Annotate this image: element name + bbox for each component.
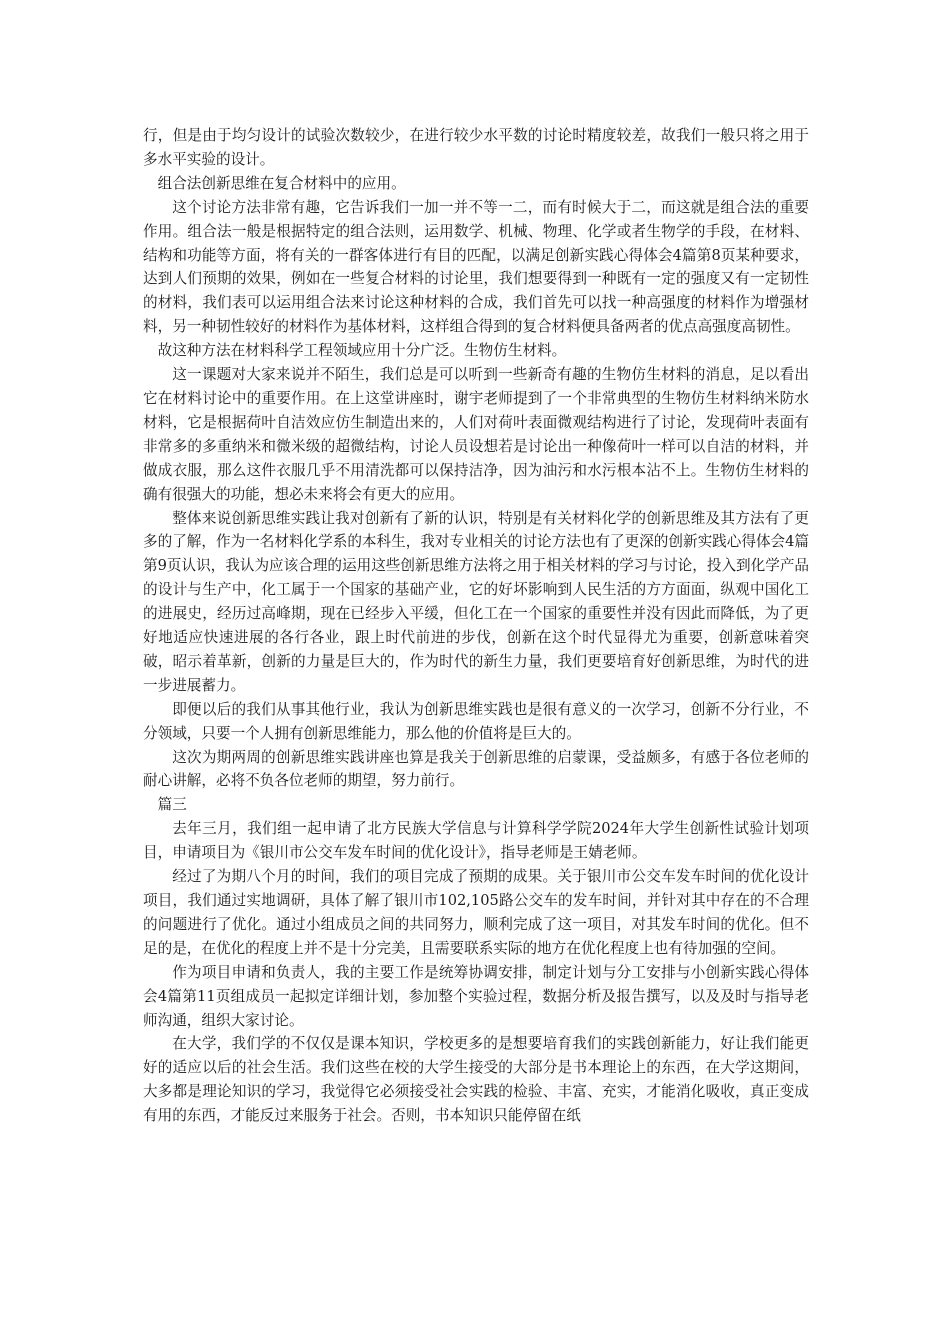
section-heading-bionic-materials: 故这种方法在材料科学工程领域应用十分广泛。生物仿生材料。 bbox=[157, 342, 567, 360]
section-heading-combination-method: 组合法创新思维在复合材料中的应用。 bbox=[157, 174, 406, 192]
paragraph-3: 这个讨论方法非常有趣，它告诉我们一加一并不等一二，而有时候大于二，而这就是组合法的重要作用。组合法一般是根据特定的组合法则，运用数学、机械、物理、化学或者生物学的手段，在材料、结构和功能等方面，将有关的一群客体进行有目的匹配，以满足创新实践心得体会4篇第8页某种要求，达到人们预期的效果，例如在一些复合材料的讨论里，我们想要得到一种既有一定的强度又有一定韧性的材料，我们表可以运用组合法来讨论这种材料的合成，我们首先可以找一种高强度的材料作为增强材料，另一种韧性较好的材料作为基体材料，这样组合得到的复合材料便具备两者的优点高强度高韧性。 bbox=[143, 198, 809, 336]
paragraph-5: 这一课题对大家来说并不陌生，我们总是可以听到一些新奇有趣的生物仿生材料的消息，足以看出它在材料讨论中的重要作用。在上这堂讲座时，谢宇老师提到了一个非常典型的生物仿生材料纳米防水材料，它是根据荷叶自洁效应仿生制造出来的，人们对荷叶表面微观结构进行了讨论，发现荷叶表面有非常多的多重纳米和微米级的超微结构，讨论人员设想若是讨论出一种像荷叶一样可以自洁的材料，并做成衣服，那么这件衣服几乎不用清洗都可以保持洁净，因为油污和水污根本沾不上。生物仿生材料的确有很强大的功能，想必未来将会有更大的应用。 bbox=[143, 366, 809, 503]
paragraph-1: 行，但是由于均匀设计的试验次数较少，在进行较少水平数的讨论时精度较差，故我们一般只将之用于多水平实验的设计。 bbox=[143, 127, 809, 168]
paragraph-13: 在大学，我们学的不仅仅是课本知识，学校更多的是想要培育我们的实践创新能力，好让我们能更好的适应以后的社会生活。我们这些在校的大学生接受的大部分是书本理论上的东西，在大学这期间，大多都是理论知识的学习，我觉得它必须接受社会实践的检验、丰富、充实，才能消化吸收，真正变成有用的东西，才能反过来服务于社会。否则，书本知识只能停留在纸 bbox=[143, 1035, 809, 1125]
paragraph-7: 即便以后的我们从事其他行业，我认为创新思维实践也是很有意义的一次学习，创新不分行业，不分领域，只要一个人拥有创新思维能力，那么他的价值将是巨大的。 bbox=[143, 700, 809, 742]
paragraph-6: 整体来说创新思维实践让我对创新有了新的认识，特别是有关材料化学的创新思维及其方法有了更多的了解，作为一名材料化学系的本科生，我对专业相关的讨论方法也有了更深的创新实践心得体会4篇第9页认识，我认为应该合理的运用这些创新思维方法将之用于相关材料的学习与讨论，投入到化学产品的设计与生产中，化工属于一个国家的基础产业，它的好坏影响到人民生活的方方面面，纵观中国化工的进展史，经历过高峰期，现在已经步入平缓，但化工在一个国家的重要性并没有因此而降低，为了更好地适应快速进展的各行各业，跟上时代前进的步伐，创新在这个时代显得尤为重要，创新意味着突破，昭示着革新，创新的力量是巨大的，作为时代的新生力量，我们更要培育好创新思维，为时代的进一步进展蓄力。 bbox=[143, 509, 810, 694]
paragraph-11: 经过了为期八个月的时间，我们的项目完成了预期的成果。关于银川市公交车发车时间的优化设计项目，我们通过实地调研，具体了解了银川市102,105路公交车的发车时间，并针对其中存在的不合理的问题进行了优化。通过小组成员之间的共同努力，顺利完成了这一项目，对其发车时间的优化。但不足的是，在优化的程度上并不是十分完美，且需要联系实际的地方在优化程度上也有待加强的空间。 bbox=[143, 868, 809, 957]
paragraph-10: 去年三月，我们组一起申请了北方民族大学信息与计算科学学院2024年大学生创新性试验计划项目，申请项目为《银川市公交车发车时间的优化设计》，指导老师是王婧老师。 bbox=[143, 820, 809, 862]
document-page bbox=[143, 124, 809, 1128]
paragraph-8: 这次为期两周的创新思维实践讲座也算是我关于创新思维的启蒙课，受益颇多，有感于各位老师的耐心讲解，必将不负各位老师的期望，努力前行。 bbox=[143, 748, 809, 790]
paragraph-12: 作为项目申请和负责人，我的主要工作是统筹协调安排，制定计划与分工安排与小创新实践心得体会4篇第11页组成员一起拟定详细计划，参加整个实验过程，数据分析及报告撰写，以及及时与指导老师沟通，组织大家讨论。 bbox=[143, 963, 809, 1029]
section-heading-part-three: 篇三 bbox=[157, 796, 187, 814]
